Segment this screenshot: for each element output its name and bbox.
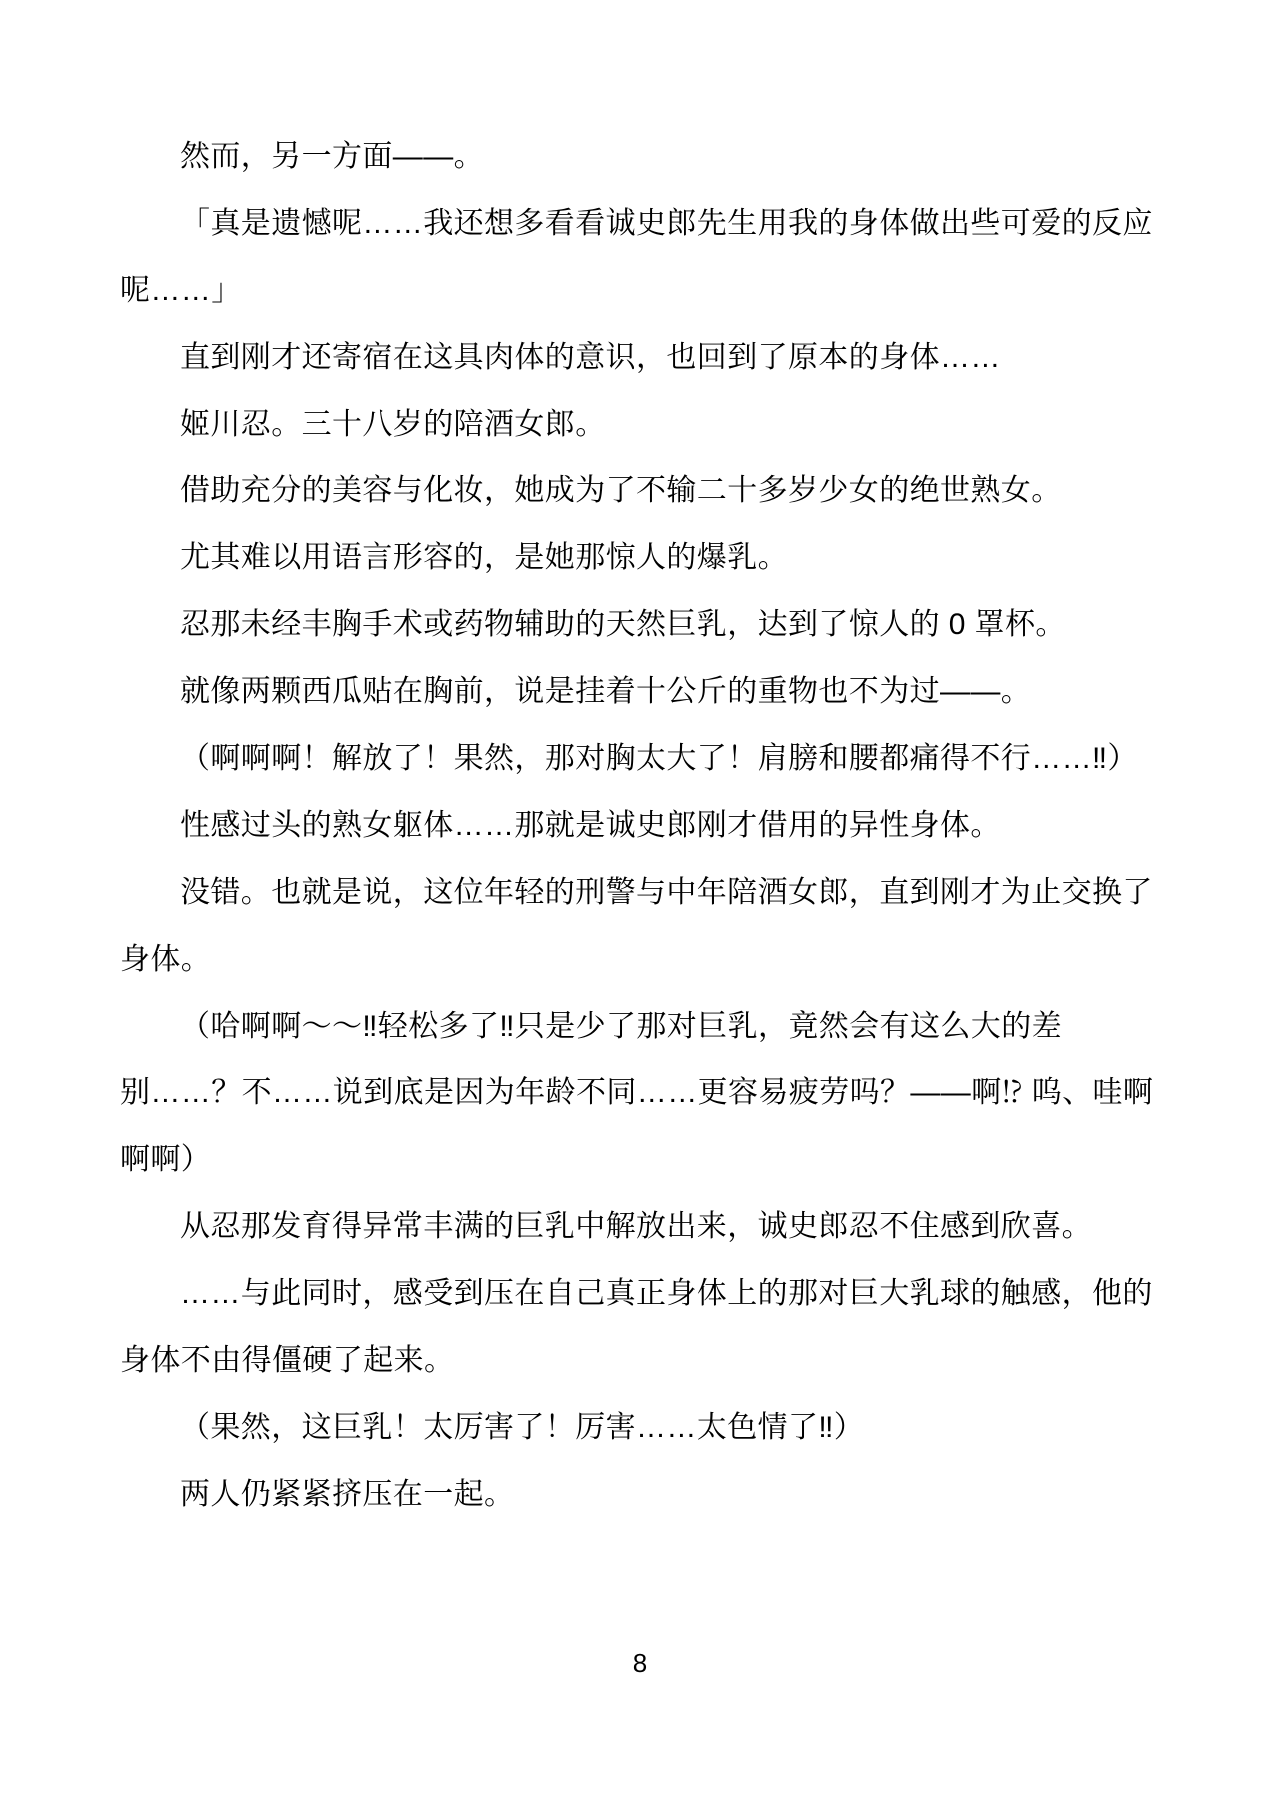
text-line: 姬川忍。三十八岁的陪酒女郎。 — [180, 407, 606, 441]
text-line: （哈啊啊～～‼轻松多了‼只是少了那对巨乳，竟然会有这么大的差 — [180, 1009, 1062, 1043]
text-line: 「真是遗憾呢……我还想多看看诚史郎先生用我的身体做出些可爱的反应 — [180, 206, 1153, 240]
text-line: 从忍那发育得异常丰满的巨乳中解放出来，诚史郎忍不住感到欣喜。 — [180, 1210, 1092, 1244]
text-line: （啊啊啊！解放了！果然，那对胸太大了！肩膀和腰都痛得不行……‼） — [180, 742, 1138, 776]
text-line: 直到刚才还寄宿在这具肉体的意识，也回到了原本的身体…… — [180, 340, 1001, 374]
text-line: 身体。 — [120, 942, 212, 976]
text-line: 借助充分的美容与化妆，她成为了不输二十多岁少女的绝世熟女。 — [180, 474, 1062, 508]
text-line: 呢……」 — [120, 273, 242, 307]
text-line: （果然，这巨乳！太厉害了！厉害……太色情了‼） — [180, 1410, 865, 1444]
text-line: 两人仍紧紧挤压在一起。 — [180, 1477, 515, 1511]
text-line: 没错。也就是说，这位年轻的刑警与中年陪酒女郎，直到刚才为止交换了 — [180, 875, 1153, 909]
text-line: 啊啊） — [120, 1143, 212, 1177]
text-line: 尤其难以用语言形容的，是她那惊人的爆乳。 — [180, 541, 788, 575]
text-line: 身体不由得僵硬了起来。 — [120, 1344, 455, 1378]
text-line: ……与此同时，感受到压在自己真正身体上的那对巨大乳球的触感，他的 — [180, 1277, 1153, 1311]
text-line: 性感过头的熟女躯体……那就是诚史郎刚才借用的异性身体。 — [180, 808, 1001, 842]
page-number: 8 — [632, 1648, 648, 1678]
body-text — [120, 124, 1165, 1529]
text-line: 就像两颗西瓜贴在胸前，说是挂着十公斤的重物也不为过——。 — [180, 675, 1032, 709]
text-line: 然而，另一方面——。 — [180, 140, 484, 173]
text-line: 别……？不……说到底是因为年龄不同……更容易疲劳吗？——啊⁉ 呜、哇啊 — [120, 1076, 1154, 1110]
text-line: 忍那未经丰胸手术或药物辅助的天然巨乳，达到了惊人的 0 罩杯。 — [180, 608, 1066, 642]
